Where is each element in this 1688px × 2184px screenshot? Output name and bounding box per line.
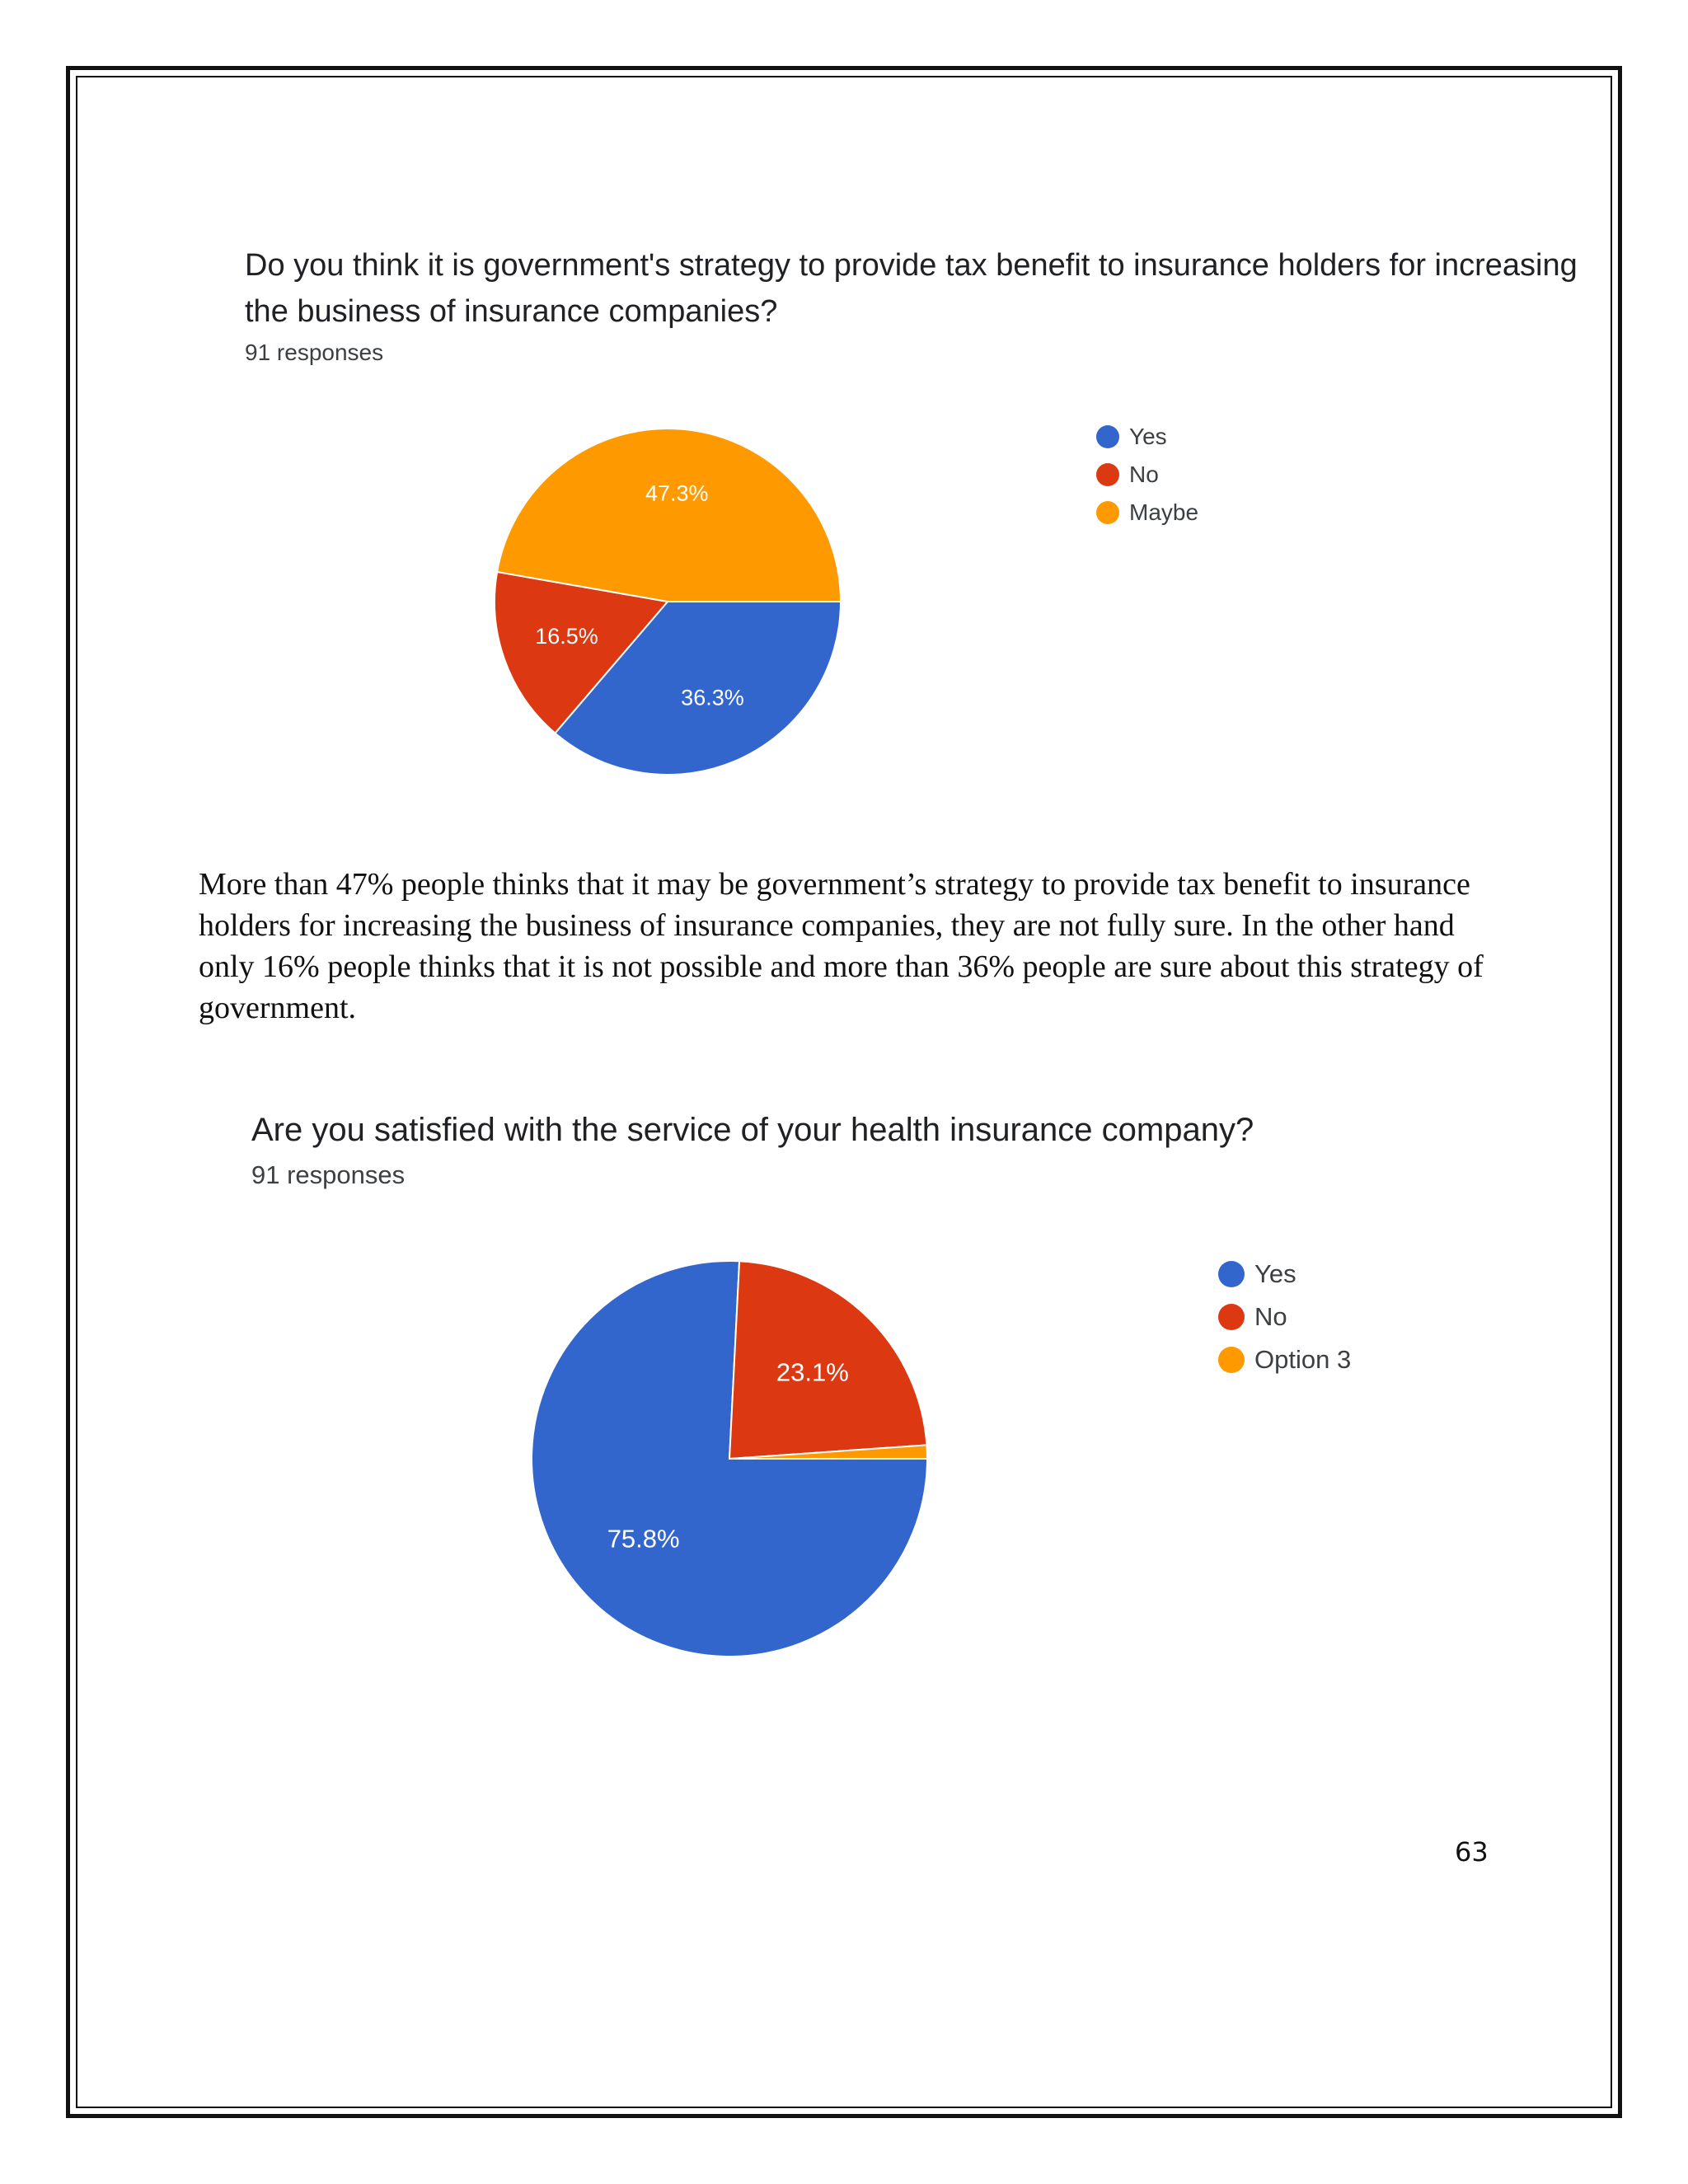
chart2-legend-label: Yes	[1254, 1259, 1296, 1288]
chart1-data-label-maybe: 47.3%	[645, 480, 709, 506]
chart2-data-label-no: 23.1%	[776, 1357, 849, 1387]
chart1-slice-maybe	[497, 429, 841, 602]
chart1-legend-label: Yes	[1129, 424, 1167, 449]
chart1-title: Do you think it is government's strategy to provide tax benefit to insurance holders for increasing the business of insurance companies?	[245, 248, 1578, 329]
chart1-legend-swatch-icon	[1096, 463, 1119, 486]
chart2-legend-item-yes	[1218, 1259, 1351, 1289]
chart1-legend-swatch-icon	[1096, 501, 1119, 524]
chart1-response-count: 91 responses	[245, 340, 384, 365]
chart1-legend-swatch-icon	[1096, 425, 1119, 448]
chart1-legend-item-yes	[1096, 424, 1198, 450]
chart1-legend-item-no	[1096, 462, 1198, 488]
chart2-data-label-yes: 75.8%	[607, 1524, 680, 1554]
chart2-title: Are you satisfied with the service of your health insurance company?	[251, 1112, 1254, 1148]
chart2-legend-label: Option 3	[1254, 1345, 1352, 1374]
chart1-pie	[486, 420, 849, 783]
chart2-legend-swatch-icon	[1218, 1261, 1245, 1287]
chart1-legend-label: No	[1129, 462, 1159, 487]
page-border-inner	[76, 76, 1612, 2108]
chart2-legend-swatch-icon	[1218, 1304, 1245, 1330]
chart2-legend-label: No	[1254, 1302, 1287, 1331]
chart1-legend-item-maybe	[1096, 499, 1198, 526]
chart2-response-count: 91 responses	[251, 1160, 406, 1189]
analysis-paragraph: More than 47% people thinks that it may be government’s strategy to provide tax benefit to insurance holders for increasing the business of insurance companies, they are not fully sure. In the other hand only 16% people thinks that it is not possible and more than 36% people are sure about this strategy of government.	[199, 867, 1484, 1025]
chart2-legend-item-no	[1218, 1302, 1351, 1332]
chart1-data-label-no: 16.5%	[535, 624, 598, 649]
chart2-legend-item-option-3	[1218, 1345, 1351, 1375]
chart1-data-label-yes: 36.3%	[681, 685, 744, 710]
chart1-legend-label: Maybe	[1129, 499, 1199, 525]
chart2-legend	[1218, 1259, 1351, 1388]
chart1-legend	[1096, 424, 1198, 537]
chart2-pie	[528, 1257, 931, 1661]
page-number: 63	[1455, 1836, 1489, 1868]
chart2-legend-swatch-icon	[1218, 1347, 1245, 1373]
